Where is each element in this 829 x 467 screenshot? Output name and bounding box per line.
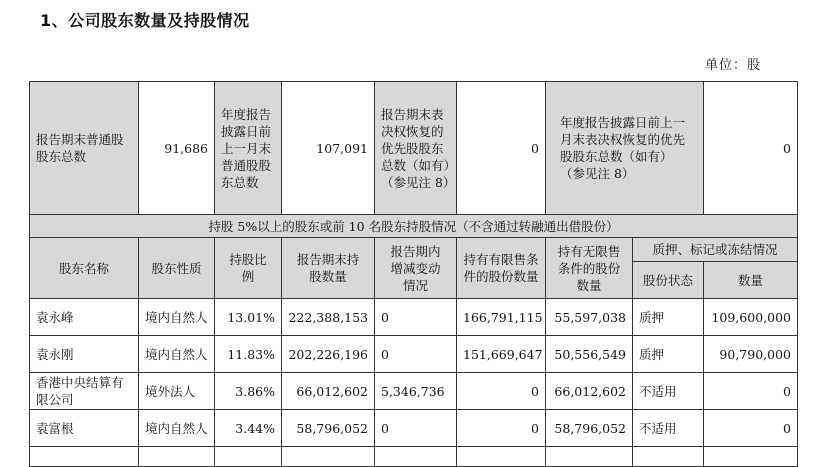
header-pledge-qty: 数量: [704, 262, 798, 299]
table-row: [30, 336, 798, 373]
cell-ratio: 3.86%: [215, 373, 282, 410]
cell-restricted: 0: [457, 373, 546, 410]
cell-status: 质押: [633, 336, 704, 373]
summary-row: [30, 82, 798, 215]
cell-unrestricted: 50,556,549: [546, 336, 633, 373]
header-row: [30, 238, 798, 262]
cell-restricted: 0: [457, 410, 546, 447]
header-pledge-group: 质押、标记或冻结情况: [633, 238, 798, 262]
cell-change: 5,346,736: [375, 373, 457, 410]
cell-name: 袁永峰: [30, 299, 139, 336]
cell-qty: 0: [704, 410, 798, 447]
header-shares: 报告期末持股数量: [282, 238, 375, 299]
cell-status: 不适用: [633, 410, 704, 447]
header-nature: 股东性质: [139, 238, 215, 299]
cell-change: 0: [375, 410, 457, 447]
cell-unrestricted: 58,796,052: [546, 410, 633, 447]
cell-name: 袁永刚: [30, 336, 139, 373]
table-row: [30, 373, 798, 410]
cell-shares: 58,796,052: [282, 410, 375, 447]
prev-month-holders-label: 年度报告披露日前上一月末普通股股东总数: [215, 82, 282, 215]
cell-unrestricted: 55,597,038: [546, 299, 633, 336]
header-change: 报告期内增减变动情况: [375, 238, 457, 299]
unit-label: 单位：股: [705, 58, 762, 73]
header-ratio: 持股比例: [215, 238, 282, 299]
cell-qty: 109,600,000: [704, 299, 798, 336]
preferred-prev-month-label: 年度报告披露日前上一月末表决权恢复的优先股股东总数（如有）（参见注 8）: [546, 82, 704, 215]
preferred-holders-label: 报告期末表决权恢复的优先股股东总数（如有）（参见注 8）: [375, 82, 457, 215]
header-restricted: 持有有限售条件的股份数量: [457, 238, 546, 299]
header-unrestricted: 持有无限售条件的股份数量: [546, 238, 633, 299]
cell-status: 不适用: [633, 373, 704, 410]
cell-ratio: 11.83%: [215, 336, 282, 373]
common-holders-value: 91,686: [139, 82, 215, 215]
cell-restricted: 151,669,647: [457, 336, 546, 373]
cell-shares: 66,012,602: [282, 373, 375, 410]
cell-qty: 0: [704, 373, 798, 410]
cell-nature: 境内自然人: [139, 299, 215, 336]
cell-name: 香港中央结算有限公司: [30, 373, 139, 410]
cell-ratio: 13.01%: [215, 299, 282, 336]
table-row: [30, 410, 798, 447]
header-name: 股东名称: [30, 238, 139, 299]
common-holders-label: 报告期末普通股股东总数: [30, 82, 139, 215]
cell-nature: 境内自然人: [139, 410, 215, 447]
prev-month-holders-value: 107,091: [282, 82, 375, 215]
section-heading: 1、公司股东数量及持股情况: [40, 11, 250, 30]
section-title: 持股 5%以上的股东或前 10 名股东持股情况（不含通过转融通出借股份）: [30, 215, 798, 238]
cell-qty: 90,790,000: [704, 336, 798, 373]
cell-shares: 222,388,153: [282, 299, 375, 336]
cell-nature: 境外法人: [139, 373, 215, 410]
cell-change: 0: [375, 336, 457, 373]
cell-restricted: 166,791,115: [457, 299, 546, 336]
cell-ratio: 3.44%: [215, 410, 282, 447]
cell-status: 质押: [633, 299, 704, 336]
cell-name: 袁富根: [30, 410, 139, 447]
cell-change: 0: [375, 299, 457, 336]
section-title-row: [30, 215, 798, 238]
cell-shares: 202,226,196: [282, 336, 375, 373]
cell-nature: 境内自然人: [139, 336, 215, 373]
cell-unrestricted: 66,012,602: [546, 373, 633, 410]
preferred-prev-month-value: 0: [704, 82, 798, 215]
shareholder-table: [29, 81, 798, 467]
header-pledge-status: 股份状态: [633, 262, 704, 299]
preferred-holders-value: 0: [457, 82, 546, 215]
table-row: [30, 299, 798, 336]
